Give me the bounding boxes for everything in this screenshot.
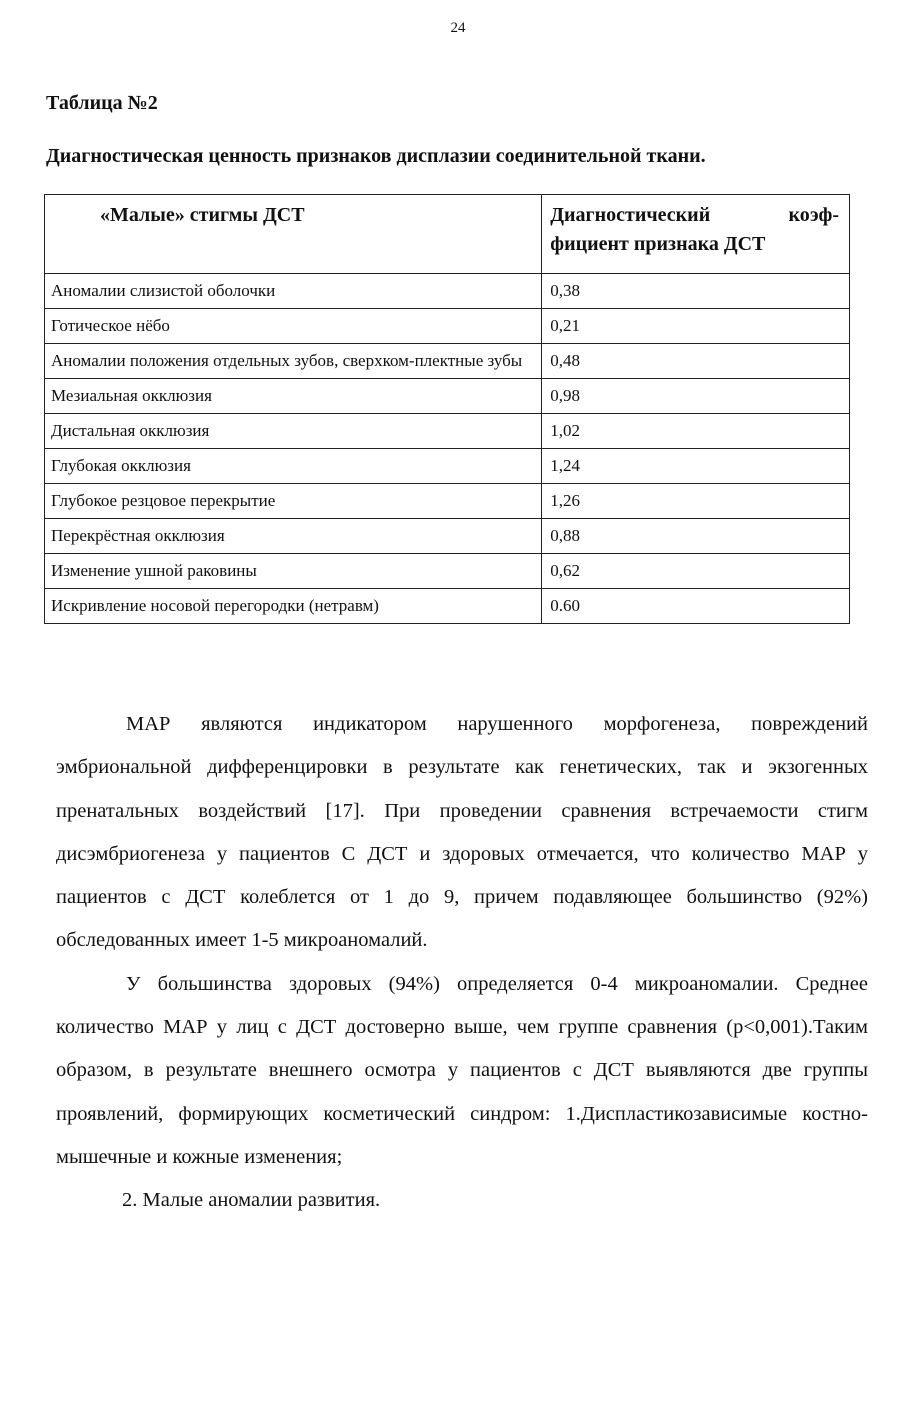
coefficient-cell	[542, 274, 850, 309]
stigma-cell	[45, 449, 542, 484]
coefficient-cell	[542, 484, 850, 519]
coefficient-cell	[542, 379, 850, 414]
coefficient-value: 1,02	[550, 421, 580, 440]
coefficient-cell	[542, 309, 850, 344]
coefficient-cell	[542, 589, 850, 624]
header-stigmas	[45, 195, 542, 274]
stigma-name: Мезиальная окклюзия	[51, 386, 212, 405]
stigma-cell	[45, 589, 542, 624]
table-header-row	[45, 195, 850, 274]
stigma-cell	[45, 554, 542, 589]
stigma-name: Перекрёстная окклюзия	[51, 526, 225, 545]
stigma-cell	[45, 519, 542, 554]
coefficient-value: 0,98	[550, 386, 580, 405]
coefficient-value: 1,26	[550, 491, 580, 510]
stigma-name: Изменение ушной раковины	[51, 561, 257, 580]
table-row	[45, 519, 850, 554]
stigma-name: Глубокое резцовое перекрытие	[51, 491, 276, 510]
coefficient-value: 0.60	[550, 596, 580, 615]
stigma-cell	[45, 379, 542, 414]
table-row	[45, 554, 850, 589]
stigma-table	[44, 194, 850, 624]
coefficient-cell	[542, 344, 850, 379]
coefficient-value: 1,24	[550, 456, 580, 475]
table-row	[45, 274, 850, 309]
coefficient-value: 0,48	[550, 351, 580, 370]
stigma-cell	[45, 484, 542, 519]
stigma-name: Искривление носовой перегородки (нетравм)	[51, 596, 379, 615]
stigma-cell	[45, 414, 542, 449]
coefficient-value: 0,62	[550, 561, 580, 580]
paragraph: МАР являются индикатором нарушенного морфогенеза, повреждений эмбриональной дифференцировки в результате как генетических, так и экзогенных пренатальных воздействий [17]. При проведении сравнения встречаемости стигм дисэмбриогенеза у пациентов С ДСТ и здоровых отмечается, что количество МАР у пациентов с ДСТ колеблется от 1 до 9, причем подавляющее большинство (92%) обследованных имеет 1-5 микроаномалий.	[56, 713, 868, 952]
table-row	[45, 379, 850, 414]
header-stigmas-text: «Малые» стигмы ДСТ	[100, 204, 305, 226]
stigma-cell	[45, 309, 542, 344]
stigma-cell	[45, 274, 542, 309]
table-caption: Диагностическая ценность признаков дисплазии соединительной ткани.	[46, 145, 706, 167]
stigma-name: Аномалии слизистой оболочки	[51, 281, 276, 300]
table-row	[45, 414, 850, 449]
table-label: Таблица №2	[46, 92, 158, 114]
coefficient-value: 0,88	[550, 526, 580, 545]
table-row	[45, 344, 850, 379]
coefficient-value: 0,21	[550, 316, 580, 335]
table-row	[45, 449, 850, 484]
header-coefficient	[542, 195, 850, 274]
paragraph: У большинства здоровых (94%) определяется 0-4 микроаномалии. Среднее количество МАР у лиц с ДСТ достоверно выше, чем группе сравнения (p<0,001).Таким образом, в результате внешнего осмотра у пациентов с ДСТ выявляются две группы проявлений, формирующих косметический синдром: 1.Диспластикозависимые костно-мышечные и кожные изменения;	[56, 972, 868, 1168]
stigma-name: Дистальная окклюзия	[51, 421, 210, 440]
table-row	[45, 589, 850, 624]
coefficient-cell	[542, 554, 850, 589]
stigma-cell	[45, 344, 542, 379]
stigma-name: Аномалии положения отдельных зубов, сверхком-плектные зубы	[51, 351, 523, 370]
page-number: 24	[450, 20, 466, 36]
coefficient-cell	[542, 414, 850, 449]
table-row	[45, 309, 850, 344]
stigma-name: Глубокая окклюзия	[51, 456, 191, 475]
coefficient-cell	[542, 449, 850, 484]
list-item: 2. Малые аномалии развития.	[122, 1189, 381, 1212]
stigma-name: Готическое нёбо	[51, 316, 170, 335]
header-coefficient-text: Диагностический коэф-фициент признака ДСТ	[550, 204, 839, 255]
body-text	[56, 703, 868, 1223]
table-row	[45, 484, 850, 519]
coefficient-value: 0,38	[550, 281, 580, 300]
coefficient-cell	[542, 519, 850, 554]
